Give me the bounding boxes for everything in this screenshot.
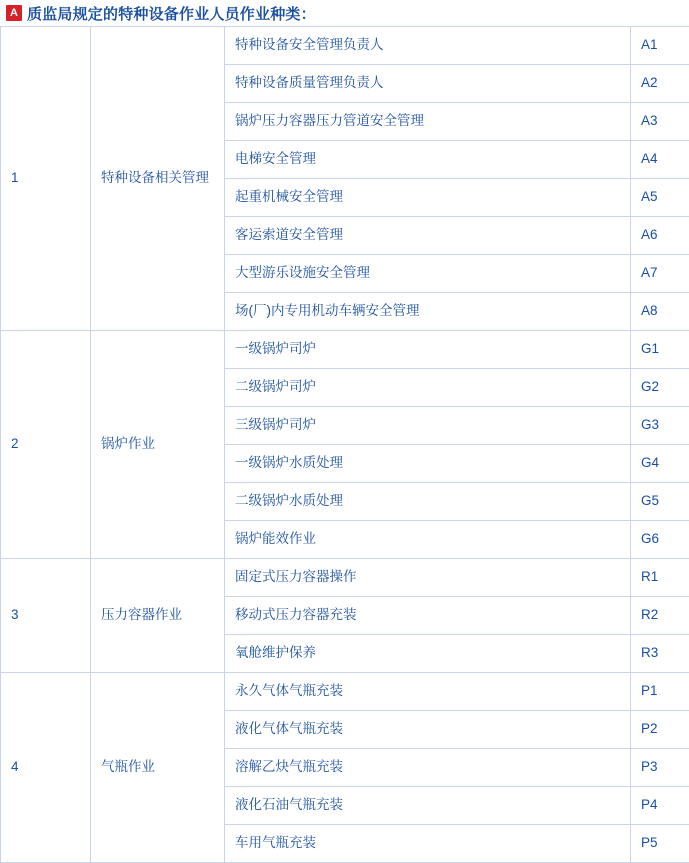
group-name-cell: 气瓶作业 (91, 673, 225, 863)
occupation-code-cell: A5 (631, 179, 689, 217)
occupation-name-cell: 氧舱维护保养 (225, 635, 631, 673)
occupation-code-cell: G2 (631, 369, 689, 407)
occupation-code-cell: A7 (631, 255, 689, 293)
occupation-code-cell: A8 (631, 293, 689, 331)
table-row (1, 27, 689, 65)
occupation-name-cell: 客运索道安全管理 (225, 217, 631, 255)
occupation-name-cell: 大型游乐设施安全管理 (225, 255, 631, 293)
occupation-code-cell: G5 (631, 483, 689, 521)
group-index-cell: 4 (1, 673, 91, 863)
occupation-name-cell: 一级锅炉水质处理 (225, 445, 631, 483)
group-index-cell: 2 (1, 331, 91, 559)
page-header (0, 0, 689, 26)
table-body (1, 27, 689, 863)
occupation-name-cell: 车用气瓶充装 (225, 825, 631, 863)
occupation-code-cell: A4 (631, 141, 689, 179)
occupation-code-cell: G6 (631, 521, 689, 559)
occupation-code-cell: P5 (631, 825, 689, 863)
occupation-code-cell: G3 (631, 407, 689, 445)
group-name-cell: 特种设备相关管理 (91, 27, 225, 331)
occupation-name-cell: 锅炉能效作业 (225, 521, 631, 559)
occupation-name-cell: 电梯安全管理 (225, 141, 631, 179)
group-name-cell: 压力容器作业 (91, 559, 225, 673)
occupation-category-table (0, 26, 689, 863)
occupation-code-cell: P4 (631, 787, 689, 825)
table-row (1, 559, 689, 597)
occupation-name-cell: 三级锅炉司炉 (225, 407, 631, 445)
occupation-name-cell: 场(厂)内专用机动车辆安全管理 (225, 293, 631, 331)
group-name-cell: 锅炉作业 (91, 331, 225, 559)
occupation-code-cell: R3 (631, 635, 689, 673)
occupation-code-cell: P2 (631, 711, 689, 749)
occupation-name-cell: 溶解乙炔气瓶充装 (225, 749, 631, 787)
occupation-name-cell: 二级锅炉水质处理 (225, 483, 631, 521)
group-index-cell: 1 (1, 27, 91, 331)
page-title: 质监局规定的特种设备作业人员作业种类： (27, 3, 316, 24)
occupation-name-cell: 锅炉压力容器压力管道安全管理 (225, 103, 631, 141)
group-index-cell: 3 (1, 559, 91, 673)
occupation-name-cell: 移动式压力容器充装 (225, 597, 631, 635)
occupation-name-cell: 液化气体气瓶充装 (225, 711, 631, 749)
occupation-name-cell: 永久气体气瓶充装 (225, 673, 631, 711)
table-row (1, 673, 689, 711)
occupation-name-cell: 液化石油气瓶充装 (225, 787, 631, 825)
occupation-code-cell: A1 (631, 27, 689, 65)
occupation-name-cell: 二级锅炉司炉 (225, 369, 631, 407)
occupation-code-cell: R2 (631, 597, 689, 635)
occupation-name-cell: 一级锅炉司炉 (225, 331, 631, 369)
occupation-name-cell: 起重机械安全管理 (225, 179, 631, 217)
occupation-code-cell: A2 (631, 65, 689, 103)
occupation-name-cell: 特种设备安全管理负责人 (225, 27, 631, 65)
occupation-code-cell: R1 (631, 559, 689, 597)
occupation-code-cell: P1 (631, 673, 689, 711)
occupation-name-cell: 特种设备质量管理负责人 (225, 65, 631, 103)
occupation-code-cell: A6 (631, 217, 689, 255)
occupation-code-cell: G1 (631, 331, 689, 369)
occupation-code-cell: G4 (631, 445, 689, 483)
occupation-code-cell: A3 (631, 103, 689, 141)
section-badge-icon: A (6, 5, 22, 21)
table-row (1, 331, 689, 369)
occupation-name-cell: 固定式压力容器操作 (225, 559, 631, 597)
occupation-code-cell: P3 (631, 749, 689, 787)
